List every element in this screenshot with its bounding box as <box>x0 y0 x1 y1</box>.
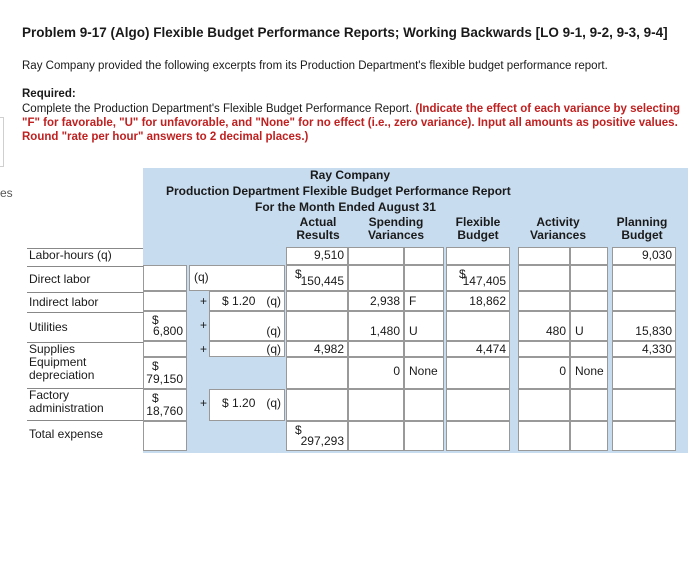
row-label-utilities: Utilities <box>27 312 143 340</box>
supplies-planning-cell: 4,330 <box>612 341 676 357</box>
required-red-text: (Indicate the effect of each variance by selecting "F" for favorable, "U" for unfavorable, and "None" for no effect (i.e., zero variance). Input all amounts as positive values. Round "rate per hour" answers to 2 decimal places.) <box>22 103 680 143</box>
col-planning-budget: Planning Budget <box>616 215 668 242</box>
activity-hours-eff-input[interactable] <box>570 247 608 265</box>
plus-sign: + <box>200 342 208 356</box>
required-instructions <box>22 102 692 144</box>
actual-hours-cell: 9,510 <box>286 247 348 265</box>
equipment-planning-input[interactable] <box>612 357 676 389</box>
indirect-labor-actual-input[interactable] <box>286 291 348 311</box>
factory-activity-eff[interactable] <box>570 389 608 421</box>
supplies-spending-input[interactable] <box>348 341 404 357</box>
utilities-activity-eff[interactable]: U <box>570 311 608 341</box>
utilities-spending-eff[interactable]: U <box>404 311 444 341</box>
total-activity-eff[interactable] <box>570 421 608 451</box>
plus-sign: + <box>200 294 208 308</box>
supplies-activity-input[interactable] <box>518 341 570 357</box>
problem-intro: Ray Company provided the following excerpts from its Production Department's flexible budget performance report. <box>22 60 608 72</box>
indirect-labor-fixed-input[interactable] <box>143 291 187 311</box>
equipment-spending-eff[interactable]: None <box>404 357 444 389</box>
side-panel-tab[interactable] <box>0 117 4 167</box>
total-flexible-input[interactable] <box>446 421 510 451</box>
col-actual-results: Actual Results <box>296 215 340 242</box>
utilities-rate-input[interactable]: (q) <box>209 311 285 341</box>
row-label-indirect-labor: Indirect labor <box>27 292 143 310</box>
row-label-factory-administration: Factory administration <box>27 388 143 418</box>
side-panel-label: es <box>0 186 13 200</box>
factory-fixed-cell: $ 18,760 <box>143 389 187 421</box>
supplies-rate-input[interactable]: (q) <box>209 341 285 357</box>
report-period: For the Month Ended August 31 <box>255 200 436 214</box>
factory-rate-cell: $ 1.20 (q) <box>209 389 285 421</box>
indirect-labor-rate-cell: $ 1.20 (q) <box>209 291 285 311</box>
direct-labor-spending-eff[interactable] <box>404 265 444 291</box>
direct-labor-spending-input[interactable] <box>348 265 404 291</box>
supplies-flexible-cell: 4,474 <box>446 341 510 357</box>
row-label-total-expense: Total expense <box>27 420 143 450</box>
supplies-fixed-input[interactable] <box>143 341 187 357</box>
supplies-activity-eff[interactable] <box>570 341 608 357</box>
row-label-direct-labor: Direct labor <box>27 266 143 290</box>
plus-sign: + <box>200 396 208 410</box>
row-label-equipment-depreciation: Equipment depreciation <box>29 355 95 382</box>
activity-hours-input[interactable] <box>518 247 570 265</box>
supplies-actual-cell: 4,982 <box>286 341 348 357</box>
utilities-actual-input[interactable] <box>286 311 348 341</box>
factory-flexible-input[interactable] <box>446 389 510 421</box>
total-spending-eff[interactable] <box>404 421 444 451</box>
indirect-labor-spending-eff[interactable]: F <box>404 291 444 311</box>
col-spending-variances: Spending Variances <box>367 215 425 242</box>
spending-hours-eff-input[interactable] <box>404 247 444 265</box>
row-label-labor-hours: Labor-hours (q) <box>27 248 143 264</box>
factory-actual-input[interactable] <box>286 389 348 421</box>
indirect-labor-activity-eff[interactable] <box>570 291 608 311</box>
required-heading: Required: <box>22 88 76 100</box>
plus-sign: + <box>200 318 208 332</box>
equipment-activity-eff[interactable]: None <box>570 357 608 389</box>
direct-labor-planning-input[interactable] <box>612 265 676 291</box>
utilities-flexible-input[interactable] <box>446 311 510 341</box>
factory-spending-input[interactable] <box>348 389 404 421</box>
required-text: Complete the Production Department's Flexible Budget Performance Report. <box>22 103 413 115</box>
direct-labor-activity-eff[interactable] <box>570 265 608 291</box>
planning-hours-cell: 9,030 <box>612 247 676 265</box>
utilities-planning-cell: 15,830 <box>612 311 676 341</box>
utilities-spending-cell: 1,480 <box>348 311 404 341</box>
problem-title: Problem 9-17 (Algo) Flexible Budget Performance Reports; Working Backwards [LO 9-1, 9-2, 9-3, 9-4] <box>22 25 668 40</box>
company-name: Ray Company <box>310 168 391 182</box>
indirect-labor-flexible-cell: 18,862 <box>446 291 510 311</box>
equipment-spending-cell: 0 <box>348 357 404 389</box>
direct-labor-activity-input[interactable] <box>518 265 570 291</box>
indirect-labor-activity-input[interactable] <box>518 291 570 311</box>
col-flexible-budget: Flexible Budget <box>455 215 501 242</box>
equipment-activity-cell: 0 <box>518 357 570 389</box>
total-activity-input[interactable] <box>518 421 570 451</box>
factory-spending-eff[interactable] <box>404 389 444 421</box>
direct-labor-flexible-cell: $ 147,405 <box>446 265 510 291</box>
utilities-activity-cell: 480 <box>518 311 570 341</box>
col-activity-variances: Activity Variances <box>529 215 587 242</box>
factory-activity-input[interactable] <box>518 389 570 421</box>
supplies-spending-eff[interactable] <box>404 341 444 357</box>
indirect-labor-spending-cell: 2,938 <box>348 291 404 311</box>
spending-hours-input[interactable] <box>348 247 404 265</box>
equipment-flexible-input[interactable] <box>446 357 510 389</box>
direct-labor-actual-cell: $ 150,445 <box>286 265 348 291</box>
total-fixed-input[interactable] <box>143 421 187 451</box>
total-planning-input[interactable] <box>612 421 676 451</box>
equipment-fixed-cell: $ 79,150 <box>143 357 187 389</box>
flexible-hours-input[interactable] <box>446 247 510 265</box>
equipment-actual-input[interactable] <box>286 357 348 389</box>
total-spending-input[interactable] <box>348 421 404 451</box>
row-label-supplies: Supplies <box>27 342 143 356</box>
total-actual-cell: $ 297,293 <box>286 421 348 451</box>
factory-planning-input[interactable] <box>612 389 676 421</box>
utilities-fixed-cell: $ 6,800 <box>143 311 187 341</box>
report-title: Production Department Flexible Budget Performance Report <box>166 184 511 198</box>
indirect-labor-planning-input[interactable] <box>612 291 676 311</box>
direct-labor-fixed-input[interactable] <box>143 265 187 291</box>
direct-labor-rate-input[interactable]: (q) <box>189 265 285 291</box>
